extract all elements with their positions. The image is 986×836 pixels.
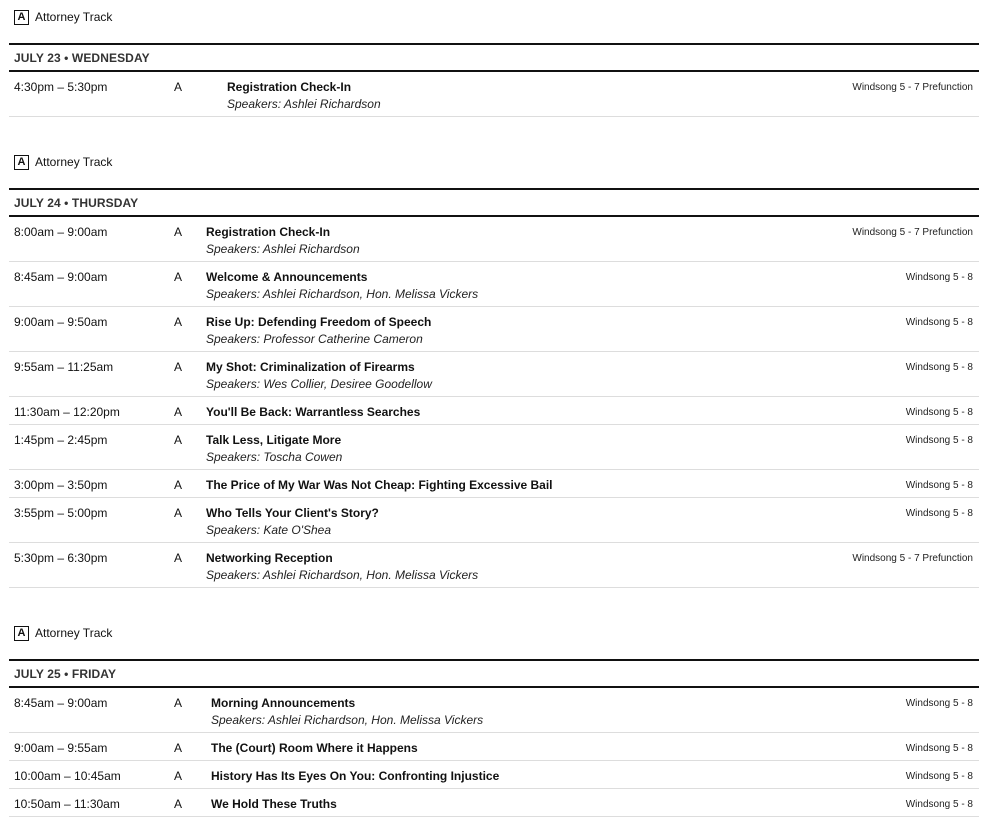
session-time: 8:00am – 9:00am bbox=[14, 225, 108, 239]
session-speakers: Speakers: Professor Catherine Cameron bbox=[206, 332, 423, 346]
session-location: Windsong 5 - 7 Prefunction bbox=[852, 553, 973, 564]
session-time: 10:50am – 11:30am bbox=[14, 797, 120, 811]
session-row[interactable] bbox=[9, 397, 979, 425]
track-badge: A bbox=[14, 155, 29, 170]
session-time: 5:30pm – 6:30pm bbox=[14, 551, 108, 565]
session-location: Windsong 5 - 8 bbox=[905, 480, 973, 491]
session-track: A bbox=[174, 741, 183, 755]
session-speakers: Speakers: Toscha Cowen bbox=[206, 450, 343, 464]
session-speakers: Speakers: Wes Collier, Desiree Goodellow bbox=[206, 377, 432, 391]
track-legend bbox=[14, 153, 112, 171]
session-location: Windsong 5 - 7 Prefunction bbox=[852, 82, 973, 93]
track-badge: A bbox=[14, 626, 29, 641]
session-row[interactable] bbox=[9, 543, 979, 588]
session-row[interactable] bbox=[9, 72, 979, 117]
session-speakers: Speakers: Ashlei Richardson bbox=[206, 242, 360, 256]
session-row[interactable] bbox=[9, 761, 979, 789]
session-location: Windsong 5 - 8 bbox=[905, 508, 973, 519]
session-track: A bbox=[174, 551, 183, 565]
session-track: A bbox=[174, 225, 183, 239]
track-label: Attorney Track bbox=[35, 10, 113, 24]
session-row[interactable] bbox=[9, 688, 979, 733]
session-time: 9:00am – 9:50am bbox=[14, 315, 108, 329]
session-time: 10:00am – 10:45am bbox=[14, 769, 121, 783]
session-track: A bbox=[174, 315, 183, 329]
track-badge: A bbox=[14, 10, 29, 25]
session-row[interactable] bbox=[9, 470, 979, 498]
session-title[interactable]: Networking Reception bbox=[206, 551, 333, 565]
session-track: A bbox=[174, 433, 183, 447]
session-location: Windsong 5 - 8 bbox=[905, 407, 973, 418]
session-list bbox=[9, 217, 979, 588]
session-time: 11:30am – 12:20pm bbox=[14, 405, 120, 419]
session-speakers: Speakers: Ashlei Richardson, Hon. Melissa Vickers bbox=[206, 568, 479, 582]
session-location: Windsong 5 - 8 bbox=[905, 317, 973, 328]
track-legend bbox=[14, 8, 112, 26]
day-header: JULY 25 • FRIDAY bbox=[9, 659, 979, 688]
session-row[interactable] bbox=[9, 217, 979, 262]
session-row[interactable] bbox=[9, 498, 979, 543]
day-header: JULY 23 • WEDNESDAY bbox=[9, 43, 979, 72]
session-time: 9:00am – 9:55am bbox=[14, 741, 108, 755]
session-title[interactable]: My Shot: Criminalization of Firearms bbox=[206, 360, 415, 374]
session-speakers: Speakers: Kate O'Shea bbox=[206, 523, 332, 537]
session-list bbox=[9, 688, 979, 817]
session-title[interactable]: Registration Check-In bbox=[206, 225, 331, 239]
session-location: Windsong 5 - 8 bbox=[905, 799, 973, 810]
session-track: A bbox=[174, 696, 183, 710]
session-time: 8:45am – 9:00am bbox=[14, 270, 108, 284]
session-location: Windsong 5 - 8 bbox=[905, 272, 973, 283]
track-label: Attorney Track bbox=[35, 155, 113, 169]
session-time: 9:55am – 11:25am bbox=[14, 360, 114, 374]
session-title[interactable]: You'll Be Back: Warrantless Searches bbox=[206, 405, 421, 419]
session-row[interactable] bbox=[9, 352, 979, 397]
session-track: A bbox=[174, 80, 183, 94]
session-speakers: Speakers: Ashlei Richardson, Hon. Melissa Vickers bbox=[211, 713, 484, 727]
session-track: A bbox=[174, 506, 183, 520]
session-title[interactable]: Morning Announcements bbox=[211, 696, 356, 710]
session-title[interactable]: Talk Less, Litigate More bbox=[206, 433, 342, 447]
session-speakers: Speakers: Ashlei Richardson bbox=[227, 97, 381, 111]
session-time: 3:00pm – 3:50pm bbox=[14, 478, 108, 492]
session-title[interactable]: Welcome & Announcements bbox=[206, 270, 368, 284]
session-row[interactable] bbox=[9, 789, 979, 817]
session-track: A bbox=[174, 478, 183, 492]
session-row[interactable] bbox=[9, 425, 979, 470]
session-track: A bbox=[174, 769, 183, 783]
session-title[interactable]: The Price of My War Was Not Cheap: Fighting Excessive Bail bbox=[206, 478, 553, 492]
session-speakers: Speakers: Ashlei Richardson, Hon. Melissa Vickers bbox=[206, 287, 479, 301]
session-title[interactable]: We Hold These Truths bbox=[211, 797, 337, 811]
day-header: JULY 24 • THURSDAY bbox=[9, 188, 979, 217]
session-list bbox=[9, 72, 979, 117]
session-row[interactable] bbox=[9, 262, 979, 307]
session-time: 3:55pm – 5:00pm bbox=[14, 506, 108, 520]
session-location: Windsong 5 - 7 Prefunction bbox=[852, 227, 973, 238]
session-time: 1:45pm – 2:45pm bbox=[14, 433, 108, 447]
session-track: A bbox=[174, 405, 183, 419]
session-row[interactable] bbox=[9, 733, 979, 761]
track-legend bbox=[14, 624, 112, 642]
session-row[interactable] bbox=[9, 307, 979, 352]
session-title[interactable]: History Has Its Eyes On You: Confronting Injustice bbox=[211, 769, 500, 783]
session-time: 4:30pm – 5:30pm bbox=[14, 80, 108, 94]
session-track: A bbox=[174, 360, 183, 374]
session-location: Windsong 5 - 8 bbox=[905, 771, 973, 782]
session-location: Windsong 5 - 8 bbox=[905, 698, 973, 709]
session-title[interactable]: Registration Check-In bbox=[227, 80, 352, 94]
session-track: A bbox=[174, 270, 183, 284]
track-label: Attorney Track bbox=[35, 626, 113, 640]
session-title[interactable]: The (Court) Room Where it Happens bbox=[211, 741, 418, 755]
session-location: Windsong 5 - 8 bbox=[905, 743, 973, 754]
session-location: Windsong 5 - 8 bbox=[905, 435, 973, 446]
session-track: A bbox=[174, 797, 183, 811]
session-time: 8:45am – 9:00am bbox=[14, 696, 108, 710]
session-title[interactable]: Rise Up: Defending Freedom of Speech bbox=[206, 315, 432, 329]
session-location: Windsong 5 - 8 bbox=[905, 362, 973, 373]
session-title[interactable]: Who Tells Your Client's Story? bbox=[206, 506, 379, 520]
